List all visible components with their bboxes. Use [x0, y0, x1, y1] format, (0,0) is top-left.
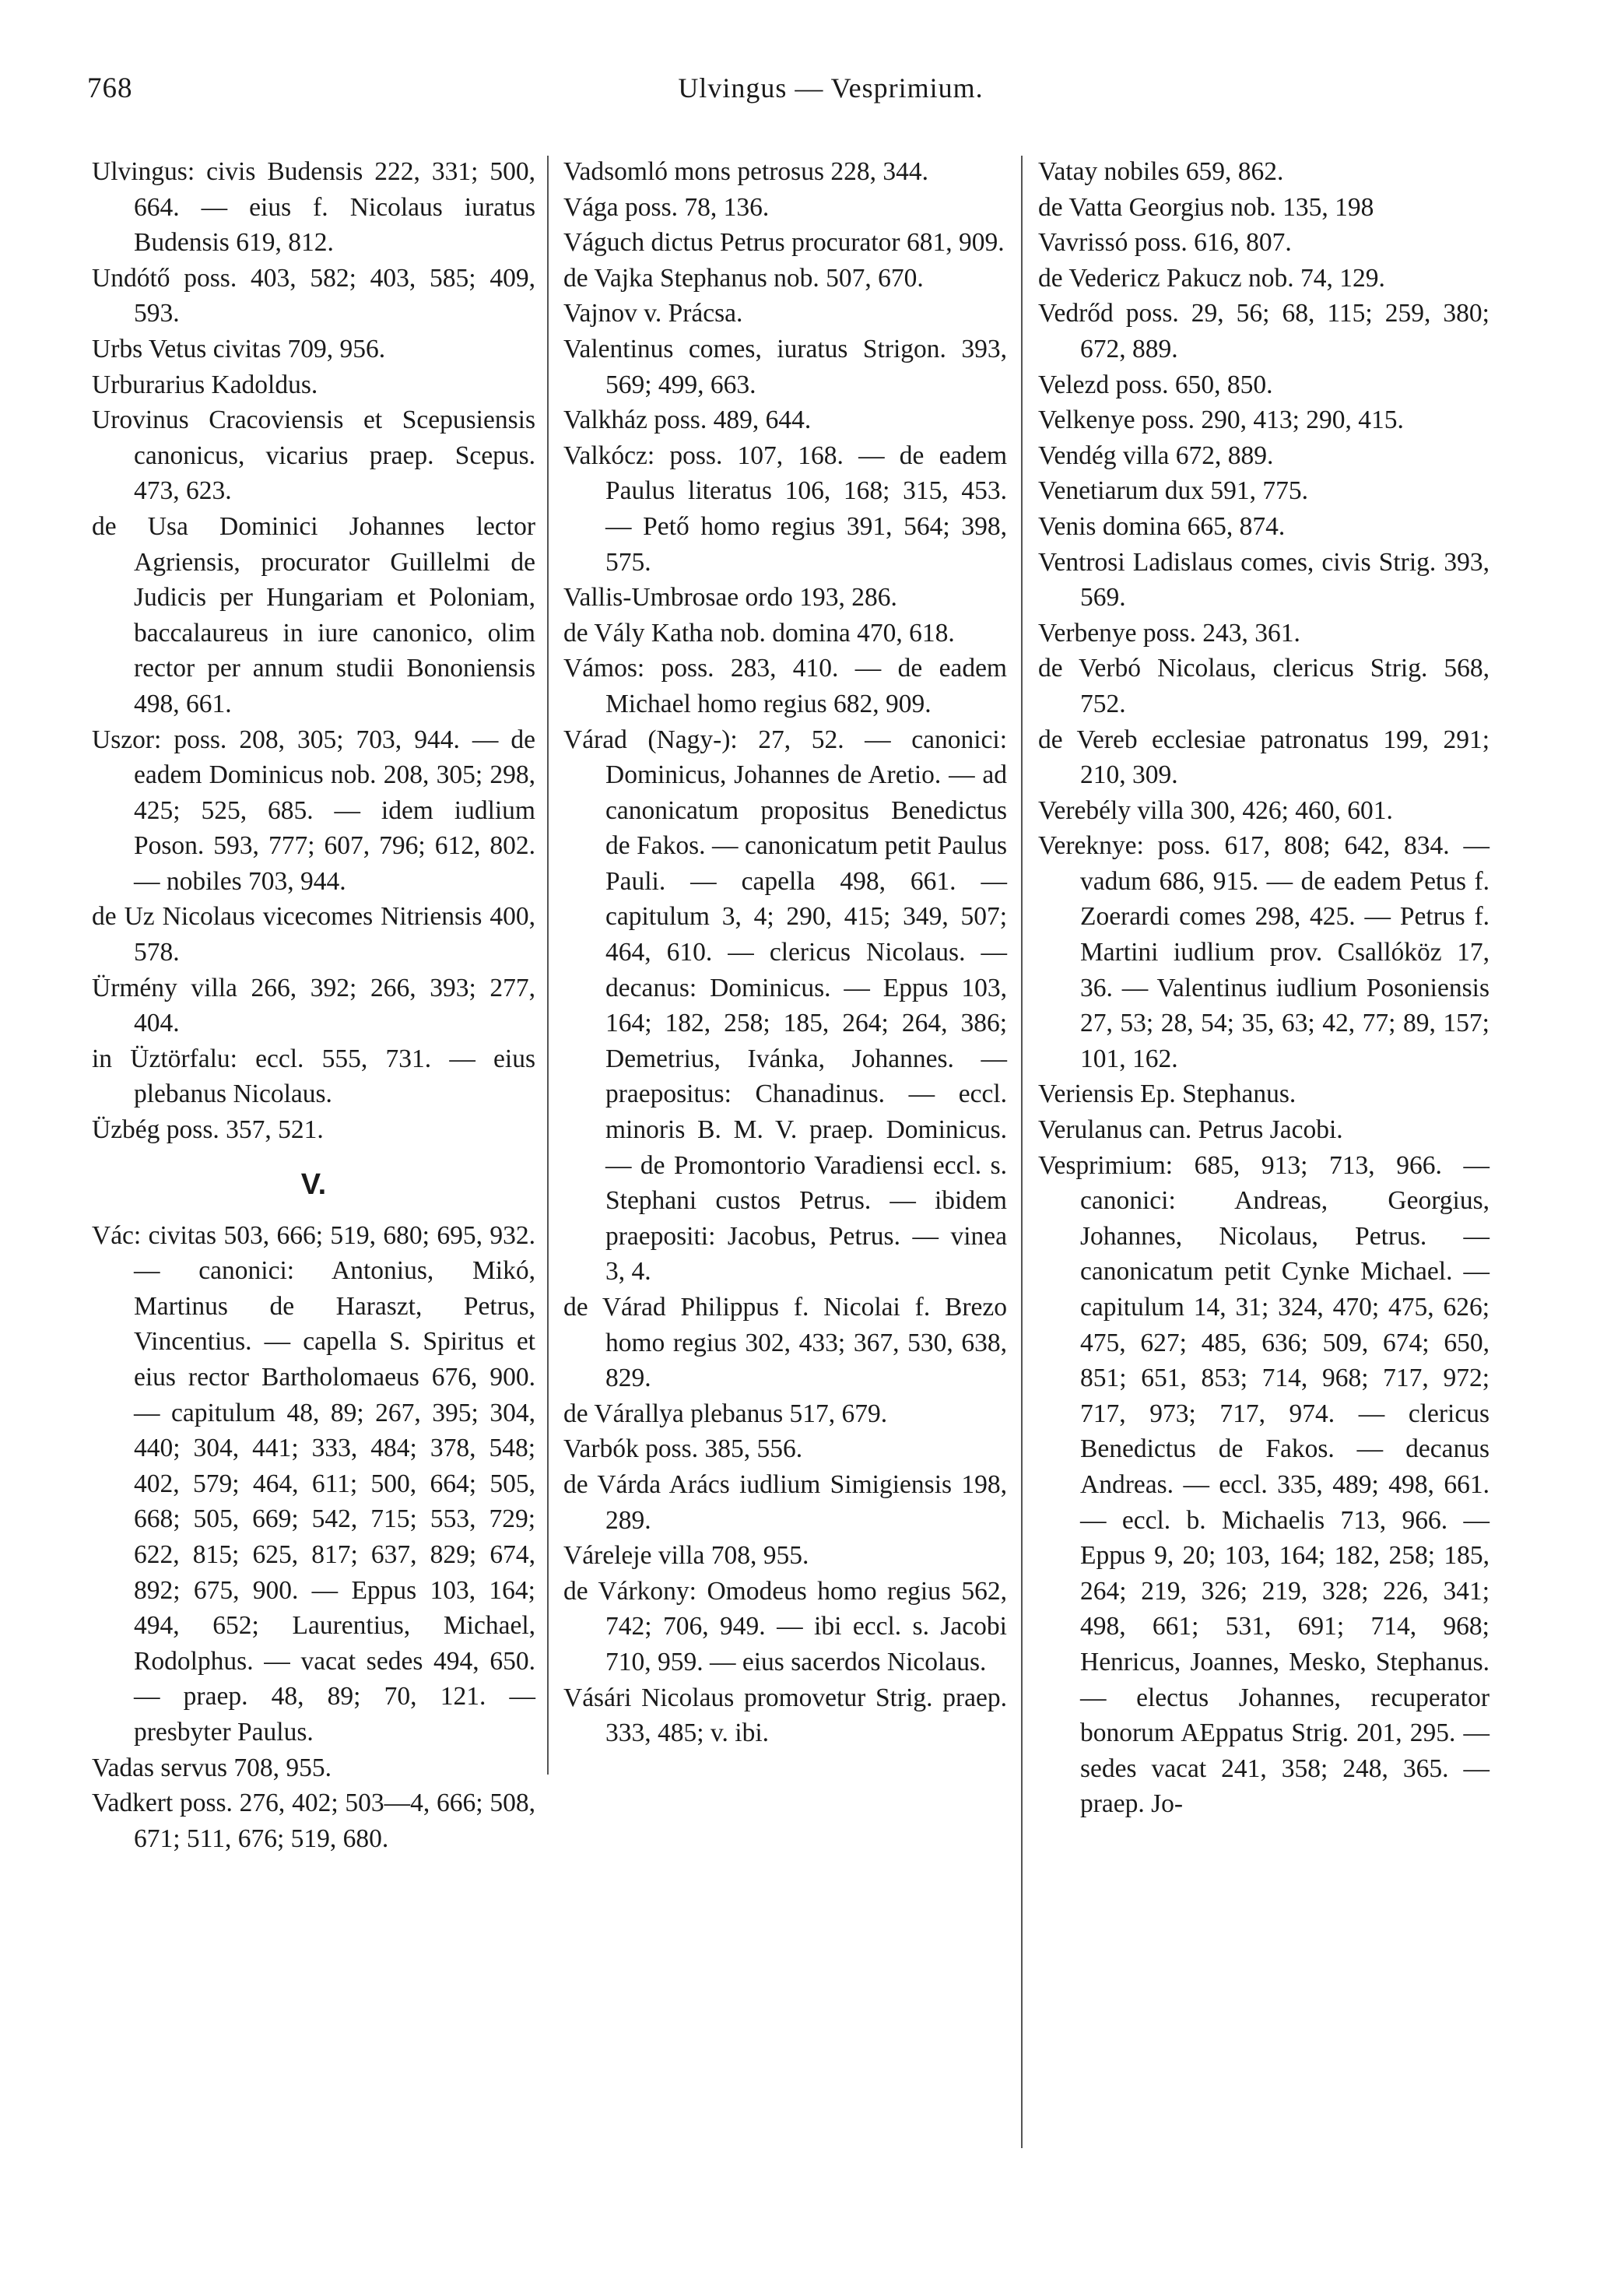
index-entry: Vatay nobiles 659, 862.	[1038, 157, 1284, 186]
index-entry: Venis domina 665, 874.	[1038, 511, 1286, 541]
index-entry: de Vereb ecclesiae patronatus 199, 291; 210, 309.	[1038, 725, 1489, 790]
index-entry: de Várad Philippus f. Nicolai f. Brezo homo regius 302, 433; 367, 530, 638, 829.	[563, 1293, 1007, 1393]
index-entry: de Uz Nicolaus vicecomes Nitriensis 400, 578.	[92, 902, 535, 967]
index-entry: Velezd poss. 650, 850.	[1038, 370, 1273, 399]
index-entry: Ventrosi Ladislaus comes, civis Strig. 393, 569.	[1038, 547, 1489, 613]
index-entry: de Várda Arács iudlium Simigiensis 198, 289.	[563, 1469, 1007, 1535]
index-entry: Vavrissó poss. 616, 807.	[1038, 228, 1292, 258]
index-column-1	[92, 154, 535, 1856]
column-divider	[1021, 156, 1023, 2148]
index-entry: Urovinus Cracoviensis et Scepusiensis canonicus, vicarius praep. Scepus. 473, 623.	[92, 405, 535, 506]
index-entry: de Verbó Nicolaus, clericus Strig. 568, 752.	[1038, 654, 1489, 718]
index-entry: Vesprimium: 685, 913; 713, 966. — canonici: Andreas, Georgius, Johannes, Nicolaus, Petrus. — canonicatum petit Cynke Michael. — capitulum 14, 31; 324, 470; 475, 626; 475, 627; 485, 636; 509, 674; 650, 851; 651, 853; 714, 968; 717, 972; 717, 973; 717, 974. — clericus Benedictus de Fakos. — decanus Andreas. — eccl. 335, 489; 498, 661. — eccl. b. Michaelis 713, 966. — Eppus 9, 20; 103, 164; 182, 258; 185, 264; 219, 326; 219, 328; 226, 341; 498, 661; 531, 691; 714, 968; Henricus, Joannes, Mesko, Stephanus. — electus Johannes, recuperator bonorum AEppatus Strig. 201, 295. — sedes vacat 241, 358; 248, 365. — praep. Jo-	[1038, 1150, 1489, 1819]
index-entry: de Usa Dominici Johannes lector Agriensis, procurator Guillelmi de Judicis per Hungariam et Poloniam, baccalaureus in iure canonico, olim rector per annum studii Bononiensis 498, 661.	[92, 511, 535, 718]
index-column-2	[563, 154, 1007, 1751]
column-divider	[547, 156, 549, 1775]
index-entry: Vereknye: poss. 617, 808; 642, 834. — vadum 686, 915. — de eadem Petus f. Zoerardi comes 298, 425. — Petrus f. Martini iudlium prov. Csallóköz 17, 36. — Valentinus iudlium Posoniensis 27, 53; 28, 54; 35, 63; 42, 77; 89, 157; 101, 162.	[1038, 831, 1489, 1073]
index-entry: Ulvingus: civis Budensis 222, 331; 500, 664. — eius f. Nicolaus iuratus Budensis 619, 812.	[92, 157, 535, 258]
index-entry: Urburarius Kadoldus.	[92, 370, 318, 399]
index-entry: Ürmény villa 266, 392; 266, 393; 277, 404.	[92, 973, 535, 1038]
index-entry: Varbók poss. 385, 556.	[563, 1434, 803, 1464]
index-column-3	[1038, 154, 1489, 1822]
index-entry: Valentinus comes, iuratus Strigon. 393, 569; 499, 663.	[563, 334, 1007, 399]
index-entry: Uszor: poss. 208, 305; 703, 944. — de eadem Dominicus nob. 208, 305; 298, 425; 525, 685. — idem iudlium Poson. 593, 777; 607, 796; 612, 802. — nobiles 703, 944.	[92, 725, 535, 896]
index-entry: Vadkert poss. 276, 402; 503—4, 666; 508, 671; 511, 676; 519, 680.	[92, 1789, 535, 1853]
index-entry: Verulanus can. Petrus Jacobi.	[1038, 1115, 1343, 1145]
index-entry: de Várallya plebanus 517, 679.	[563, 1399, 888, 1428]
index-entry: de Vatta Georgius nob. 135, 198	[1038, 192, 1374, 222]
index-entry: Várad (Nagy-): 27, 52. — canonici: Dominicus, Johannes de Aretio. — ad canonicatum propositus Benedictus de Fakos. — canonicatum petit Paulus Pauli. — capella 498, 661. — capitulum 3, 4; 290, 415; 349, 507; 464, 610. — clericus Nicolaus. — decanus: Dominicus. — Eppus 103, 164; 182, 258; 185, 264; 264, 386; Demetrius, Ivánka, Johannes. — praepositus: Chanadinus. — eccl. minoris B. M. V. praep. Dominicus. — de Promontorio Varadiensi eccl. s. Stephani custos Petrus. — ibidem praepositi: Jacobus, Petrus. — vinea 3, 4.	[563, 725, 1007, 1287]
index-entry: Vámos: poss. 283, 410. — de eadem Michael homo regius 682, 909.	[563, 654, 1007, 718]
index-entry: Váguch dictus Petrus procurator 681, 909.	[563, 228, 1005, 258]
index-entry: de Vajka Stephanus nob. 507, 670.	[563, 263, 924, 293]
index-entry: Vajnov v. Prácsa.	[563, 299, 743, 328]
section-letter-heading: V.	[300, 1167, 327, 1201]
page-number: 768	[87, 72, 133, 104]
index-entry: Verbenye poss. 243, 361.	[1038, 618, 1300, 648]
index-entry: Valkház poss. 489, 644.	[563, 405, 812, 435]
index-entry: Verebély villa 300, 426; 460, 601.	[1038, 795, 1393, 825]
index-entry: Velkenye poss. 290, 413; 290, 415.	[1038, 405, 1404, 435]
index-entry: in Üztörfalu: eccl. 555, 731. — eius plebanus Nicolaus.	[92, 1044, 535, 1109]
index-entry: Veriensis Ep. Stephanus.	[1038, 1080, 1296, 1109]
index-entry: Vága poss. 78, 136.	[563, 192, 770, 222]
index-entry: Vadas servus 708, 955.	[92, 1753, 332, 1782]
index-entry: Undótő poss. 403, 582; 403, 585; 409, 593.	[92, 263, 535, 328]
index-entry: de Várkony: Omodeus homo regius 562, 742; 706, 949. — ibi eccl. s. Jacobi 710, 959. — eius sacerdos Nicolaus.	[563, 1576, 1007, 1676]
index-entry: Venetiarum dux 591, 775.	[1038, 476, 1309, 506]
index-entry: de Vedericz Pakucz nob. 74, 129.	[1038, 263, 1385, 293]
index-entry: Üzbég poss. 357, 521.	[92, 1115, 324, 1145]
index-entry: Váreleje villa 708, 955.	[563, 1541, 809, 1571]
index-entry: Vác: civitas 503, 666; 519, 680; 695, 932. — canonici: Antonius, Mikó, Martinus de Haraszt, Petrus, Vincentius. — capella S. Spiritus et eius rector Bartholomaeus 676, 900. — capitulum 48, 89; 267, 395; 304, 440; 304, 441; 333, 484; 378, 548; 402, 579; 464, 611; 500, 664; 505, 668; 505, 669; 542, 715; 553, 729; 622, 815; 625, 817; 637, 829; 674, 892; 675, 900. — Eppus 103, 164; 494, 652; Laurentius, Michael, Rodolphus. — vacat sedes 494, 650. — praep. 48, 89; 70, 121. — presbyter Paulus.	[92, 1220, 535, 1747]
index-entry: Vadsomló mons petrosus 228, 344.	[563, 157, 928, 186]
index-entry: Vendég villa 672, 889.	[1038, 441, 1274, 470]
index-entry: Urbs Vetus civitas 709, 956.	[92, 334, 386, 363]
index-entry: Vallis-Umbrosae ordo 193, 286.	[563, 583, 897, 613]
index-entry: Vedrőd poss. 29, 56; 68, 115; 259, 380; 672, 889.	[1038, 299, 1489, 363]
index-entry: de Vály Katha nob. domina 470, 618.	[563, 618, 955, 648]
running-head: Ulvingus — Vesprimium.	[678, 72, 984, 104]
index-entry: Vásári Nicolaus promovetur Strig. praep. 333, 485; v. ibi.	[563, 1683, 1007, 1748]
index-entry: Valkócz: poss. 107, 168. — de eadem Paulus literatus 106, 168; 315, 453. — Pető homo regius 391, 564; 398, 575.	[563, 441, 1007, 577]
